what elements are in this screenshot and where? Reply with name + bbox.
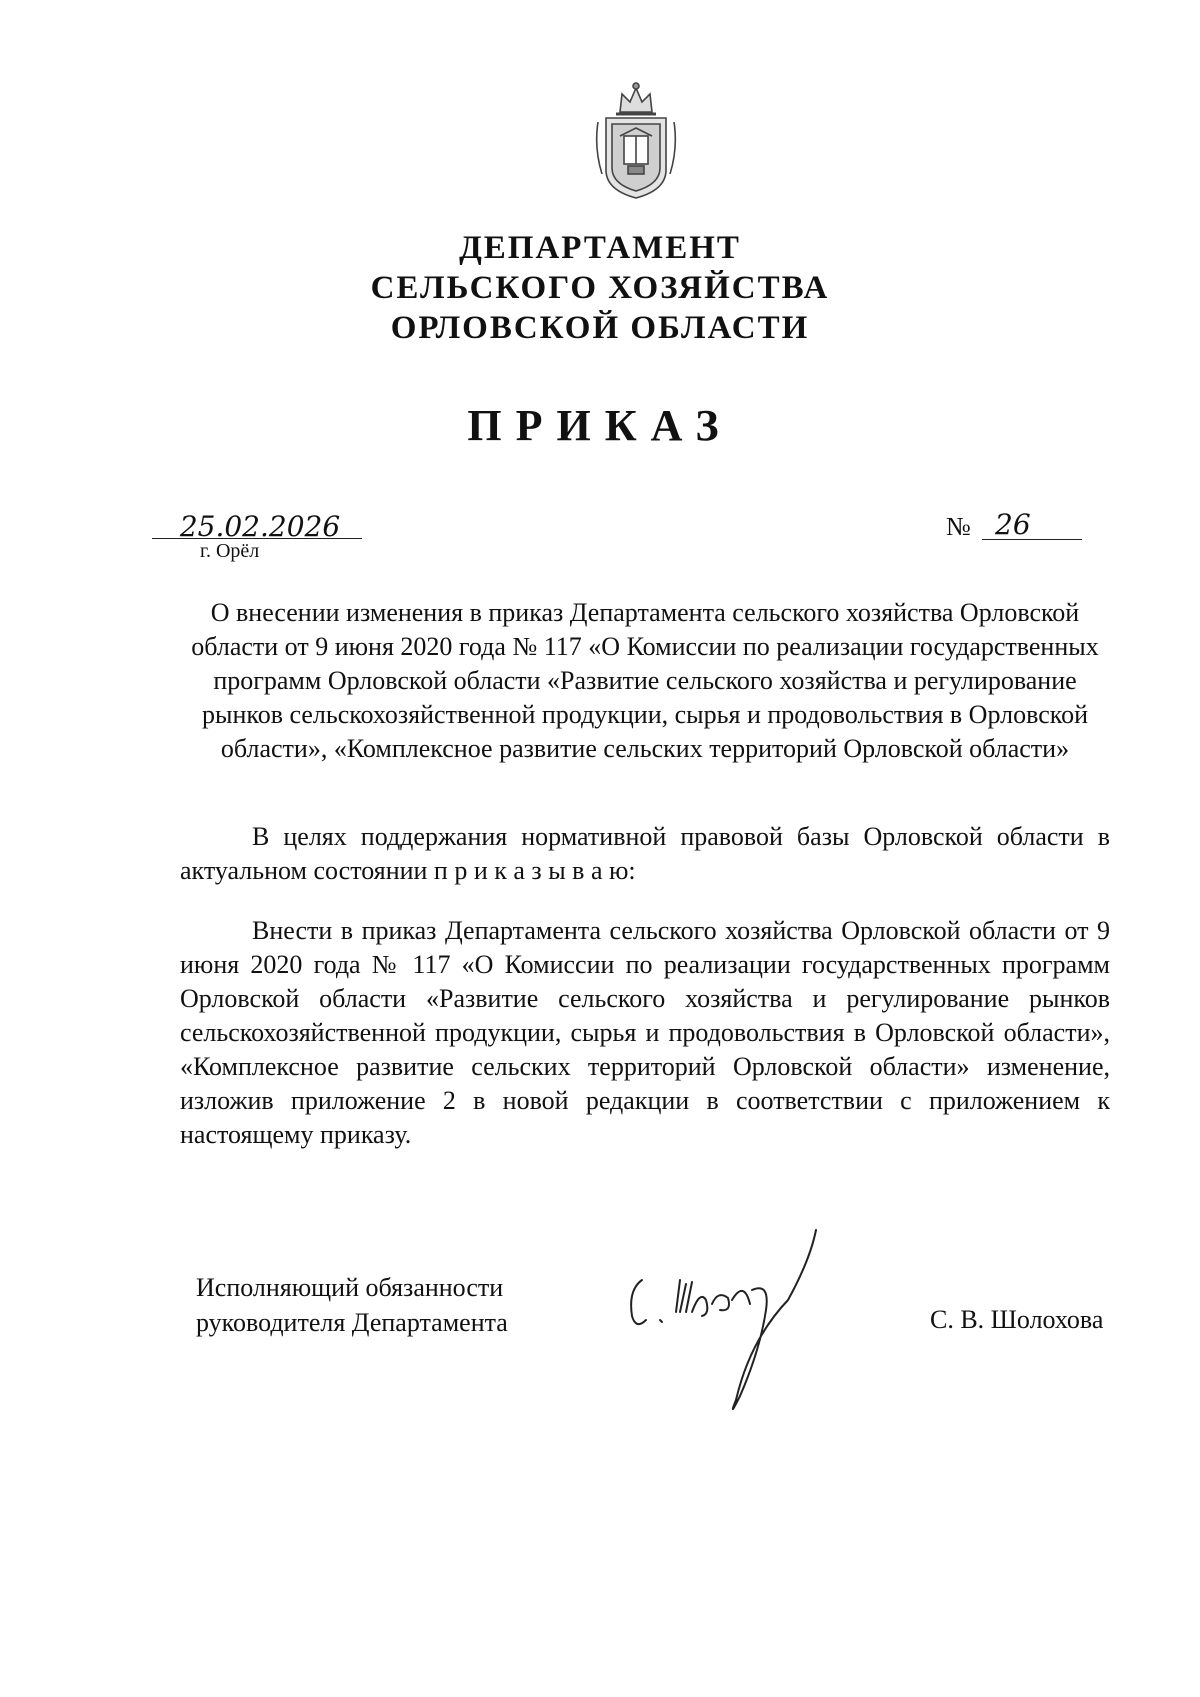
date-underline: [152, 538, 362, 539]
coat-of-arms-icon: [592, 78, 680, 202]
order-number: 26: [995, 508, 1031, 541]
signatory-position-line-2: руководителя Департамента: [196, 1308, 508, 1337]
signatory-position-line-1: Исполняющий обязанности: [196, 1273, 504, 1302]
signatory-name: С. В. Шолохова: [930, 1305, 1104, 1334]
number-underline: [982, 539, 1082, 540]
department-name-line-2: СЕЛЬСКОГО ХОЗЯЙСТВА: [370, 270, 830, 306]
department-name-line-1: ДЕПАРТАМЕНТ: [459, 230, 741, 266]
signatory-position: [196, 1270, 508, 1340]
preamble-paragraph: В целях поддержания нормативной правовой базы Орловской области в актуальном состоянии п р и к а з ы в а ю:: [180, 822, 1110, 885]
department-name-line-3: ОРЛОВСКОЙ ОБЛАСТИ: [390, 310, 810, 346]
handwritten-signature: [620, 1220, 900, 1430]
order-subject: О внесении изменения в приказ Департамента сельского хозяйства Орловской области от 9 июня 2020 года № 117 «О Комиссии по реализации государственных программ Орловской области «Развитие сельского хозяйства и регулирование рынков сельскохозяйственной продукции, сырья и продовольствия в Орловской области», «Комплексное развитие сельских территорий Орловской области»: [191, 598, 1099, 763]
document-type-title: ПРИКАЗ: [467, 401, 733, 450]
directive-paragraph: Внести в приказ Департамента сельского хозяйства Орловской области от 9 июня 2020 года № 117 «О Комиссии по реализации государственных программ Орловской области «Развитие сельского хозяйства и регулирование рынков сельскохозяйственной продукции, сырья и продовольствия в Орловской области», «Комплексное развитие сельских территорий Орловской области» изменение, изложив приложение 2 в новой редакции в соответствии с приложением к настоящему приказу.: [180, 916, 1110, 1149]
city-label: г. Орёл: [200, 540, 260, 562]
number-label: №: [946, 512, 971, 541]
order-date: 25.02.2026: [179, 510, 341, 543]
